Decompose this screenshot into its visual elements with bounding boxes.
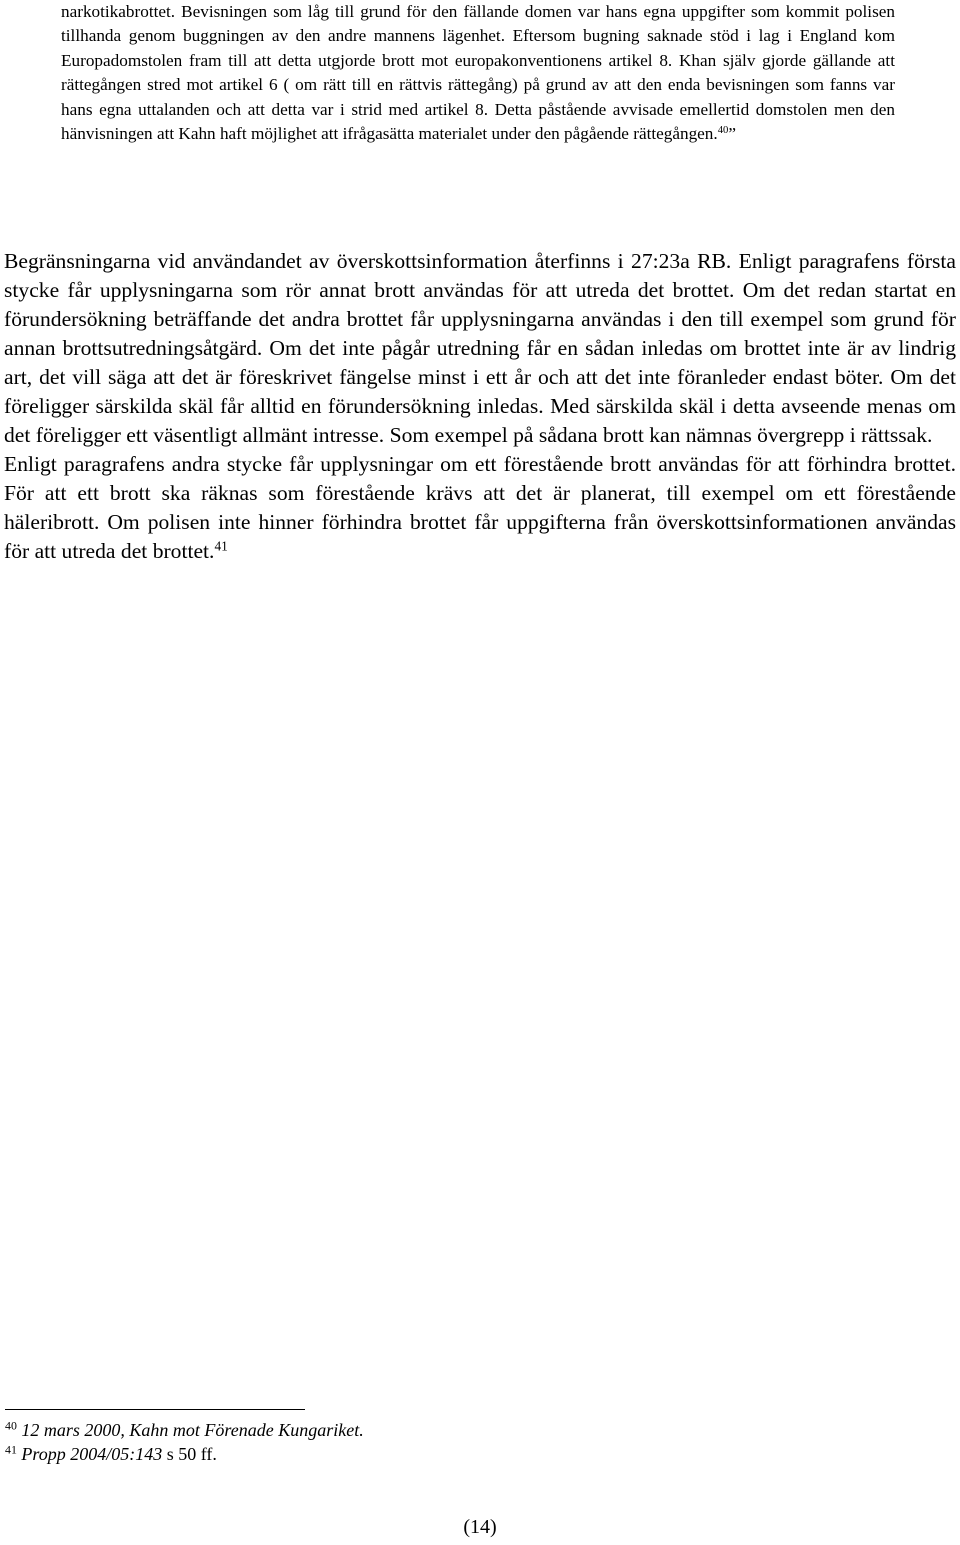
footnote-divider <box>5 1409 305 1410</box>
body-paragraph-1: Begränsningarna vid användandet av överskottsinformation återfinns i 27:23a RB. Enligt paragrafens första stycke får upplysningarna som rör annat brott användas för att utreda det brottet. Om det redan startat en förundersökning beträffande det andra brottet får upplysningarna användas i den till exempel som grund för annan brottsutredningsåtgärd. Om det inte pågår utredning får en sådan inledas om brottet inte är av lindrig art, det vill säga att det är föreskrivet fängelse minst i ett år och att det inte föranleder endast böter. Om det föreligger särskilda skäl får alltid en förundersökning inledas. Med särskilda skäl i detta avseende menas om det föreligger ett väsentligt allmänt intresse. Som exempel på sådana brott kan nämnas övergrepp i rättssak. <box>4 249 956 447</box>
footnote-italic-text: 12 mars 2000, Kahn mot Förenade Kungariket. <box>21 1420 364 1440</box>
footnote-italic-text: Propp 2004/05:143 <box>21 1444 163 1464</box>
body-text <box>4 247 956 566</box>
footnotes <box>5 1418 905 1466</box>
footnote-number: 40 <box>5 1418 17 1433</box>
body-paragraph-2-text: Enligt paragrafens andra stycke får upplysningar om ett förestående brott användas för att förhindra brottet. För att ett brott ska räknas som förestående krävs att det är planerat, till exempel om ett förestående häleribrott. Om polisen inte hinner förhindra brottet får uppgifterna från överskottsinformationen användas för att utreda det brottet. <box>4 452 956 563</box>
footnote-40 <box>5 1418 905 1442</box>
quote-text: narkotikabrottet. Bevisningen som låg till grund för den fällande domen var hans egna uppgifter som kommit polisen tillhanda genom buggningen av den andre mannens lägenhet. Eftersom bugning saknade stöd i lag i England kom Europadomstolen fram till att detta utgjorde brott mot europakonventionens artikel 8. Khan själv gjorde gällande att rättegången stred mot artikel 6 ( om rätt till en rättvis rättegång) på grund av att den enda bevisningen som fanns var hans egna uttalanden och att detta var i strid med artikel 8. Detta påstående avvisade emellertid domstolen men den hänvisningen att Kahn haft möjlighet att ifrågasätta materialet under den pågående rättegången. <box>61 2 895 144</box>
body-paragraph-2 <box>4 450 956 566</box>
footnote-41 <box>5 1442 905 1466</box>
footnote-number: 41 <box>5 1442 17 1457</box>
block-quote <box>61 0 895 146</box>
footnote-ref-41: 41 <box>214 538 228 554</box>
closing-quote-mark: ” <box>728 124 736 144</box>
quote-paragraph <box>61 0 895 146</box>
footnote-plain-text: s 50 ff. <box>162 1444 217 1464</box>
footnote-ref-40: 40 <box>717 125 729 137</box>
page-number: (14) <box>463 1516 497 1538</box>
